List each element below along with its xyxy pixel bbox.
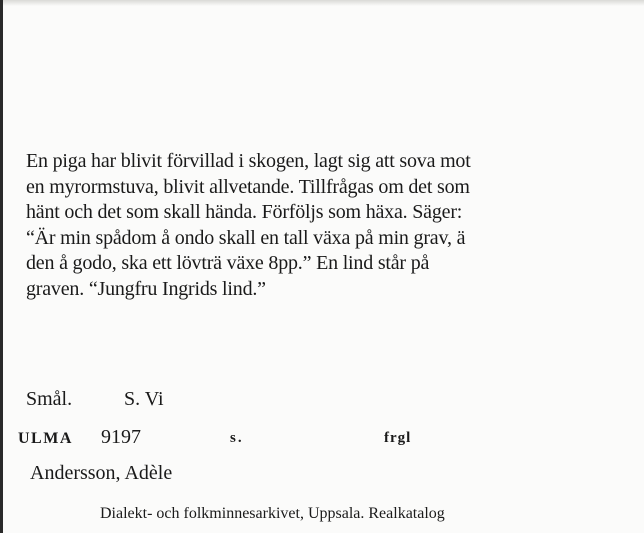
scan-top-band (0, 0, 644, 6)
collector-name: Andersson, Adèle (30, 462, 173, 484)
record-number: 9197 (101, 426, 141, 448)
catalog-field-frgl: frgl (384, 430, 412, 446)
body-line: “Är min spådom å ondo skall en tall växa på min grav, ä (26, 226, 466, 249)
body-line: den å godo, ska ett lövträ växe 8pp.” En lind står på (26, 252, 430, 274)
catalog-field-s: s. (230, 430, 244, 446)
body-line: graven. “Jungfru Ingrids lind.” (26, 277, 266, 300)
archive-code: ULMA (18, 430, 73, 447)
body-line: hänt och det som skall hända. Förföljs som häxa. Säger: (26, 201, 463, 223)
body-line: en myrormstuva, blivit allvetande. Tillfrågas om det som (26, 175, 470, 198)
region-province: Smål. (26, 388, 73, 410)
archive-footer: Dialekt- och folkminnesarkivet, Uppsala. Realkatalog (100, 505, 445, 522)
body-line: En piga har blivit förvillad i skogen, lagt sig att sova mot (26, 150, 471, 172)
region-district: S. Vi (124, 388, 164, 410)
scan-left-edge (0, 0, 3, 533)
card-body-text (26, 149, 626, 302)
